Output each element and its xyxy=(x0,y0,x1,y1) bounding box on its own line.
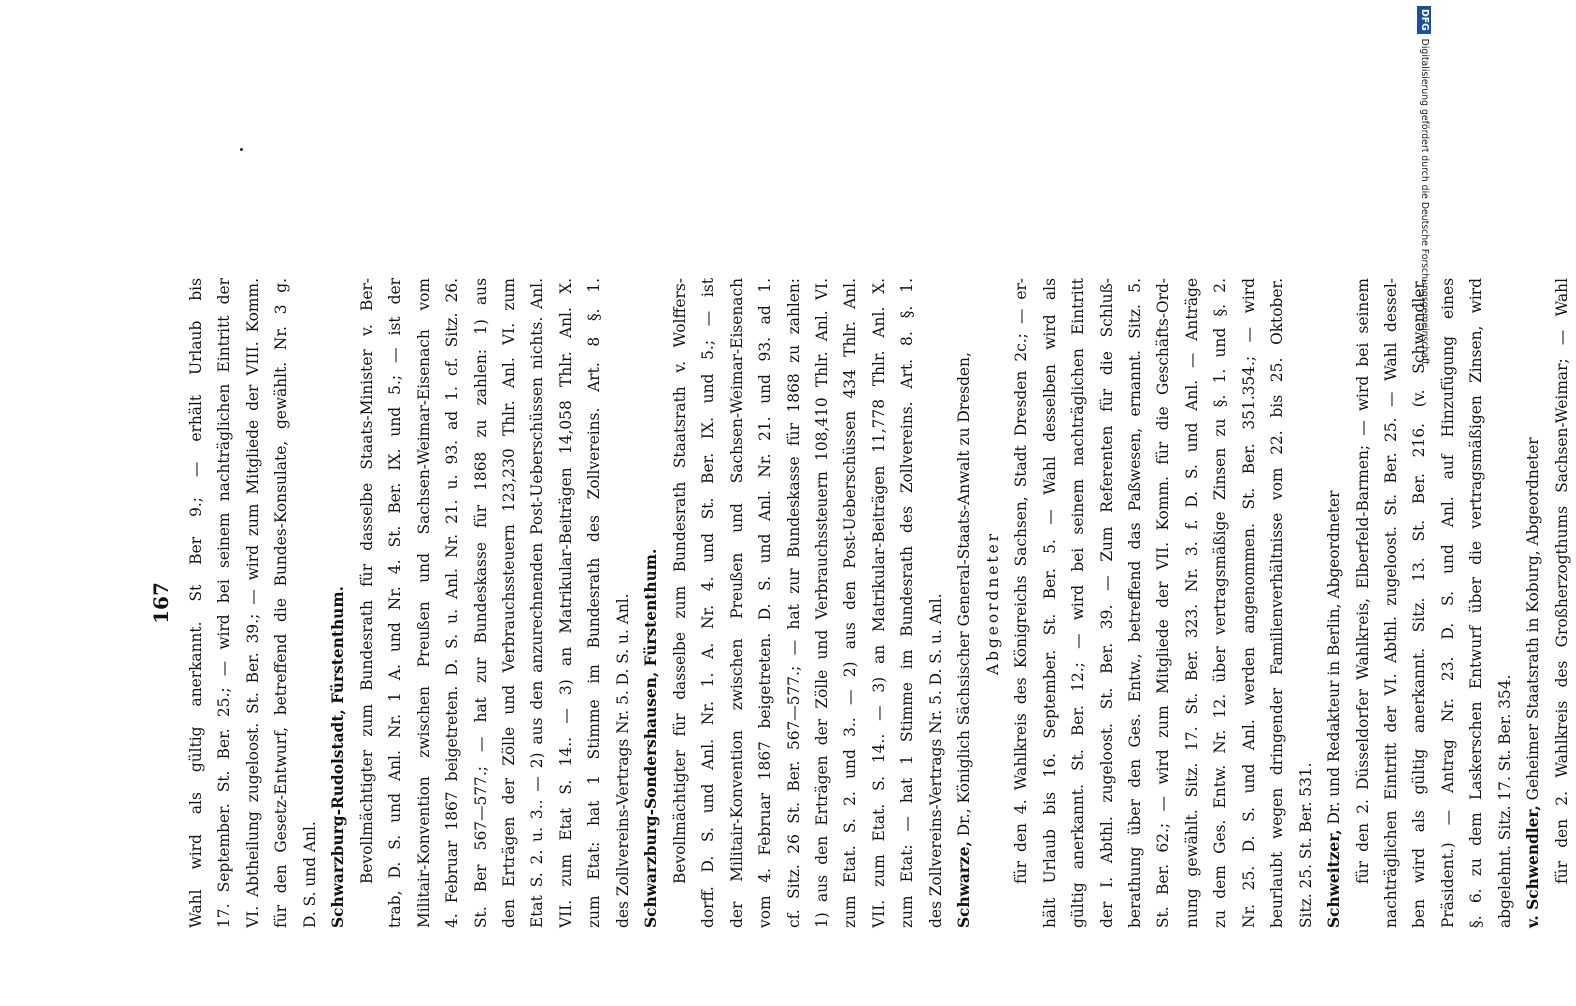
text-line: für den 4. Wahlkreis des Königreichs Sachsen, Stadt Dresden 2c.; — er- xyxy=(1012,278,1031,884)
text-line: Nr. 25. D. S. und Anl. werden angenommen. St. Ber. 351.354.; — wird xyxy=(1239,278,1258,928)
text-line: 1) aus den Erträgen der Zölle und Verbrauchssteuern 108,410 Thlr. Anl. VI. xyxy=(812,278,831,928)
text-line: VII. zum Etat. S. 14.. — 3) an Matrikular-Beiträgen 11,778 Thlr. Anl. X. xyxy=(869,278,888,928)
text-line: §. 6. zu dem Laskerschen Entwurf über die vertragsmäßigen Zinsen, wird xyxy=(1467,278,1486,928)
text-line: der I. Abthl. zugeloost. St. Ber. 39. — Zum Referenten für die Schluß- xyxy=(1097,278,1116,928)
text-line: für den Gesetz-Entwurf, betreffend die Bundes-Konsulate, gewählt. Nr. 3 g. xyxy=(272,278,291,928)
text-line: Präsident.) — Antrag Nr. 23. D. S. und Anl. auf Hinzufügung eines xyxy=(1438,278,1457,928)
entry-name: v. Schwendler, xyxy=(1524,805,1543,928)
text-line: vom 4. Februar 1867 beigetreten. D. S. und Anl. Nr. 21. und 93. ad 1. xyxy=(756,278,775,928)
text-line: nung gewählt. Sitz. 17. St. Ber. 323. Nr. 3. f. D. S. und Anl. — Anträge xyxy=(1182,278,1201,928)
text-line: v. Schwendler, Geheimer Staatsrath in Koburg, Abgeordneter xyxy=(1524,437,1543,928)
text-line: VII. zum Etat S. 14.. — 3) an Matrikular-Beiträgen 14,058 Thlr. Anl. X. xyxy=(556,278,575,928)
text-line: Schwarzburg-Sondershausen, Fürstenthum. xyxy=(642,548,661,928)
text-line: Schweitzer, Dr. und Redakteur in Berlin, Abgeordneter xyxy=(1325,490,1344,928)
text-line: des Zollvereins-Vertrags Nr. 5. D. S. u. Anl. xyxy=(613,593,632,928)
text-line: zu dem Ges. Entw. Nr. 12. über vertragsmäßige Zinsen zu §. 1. und §. 2. xyxy=(1211,278,1230,928)
text-line: trab, D. S. und Anl. Nr. 1 A. und Nr. 4. St. Ber. IX. und 5.; — ist der xyxy=(386,278,405,928)
text-line: den Erträgen der Zölle und Verbrauchssteuern 123,230 Thlr. Anl. VI. zum xyxy=(499,278,518,928)
text-line: VI. Abtheilung zugeloost. St. Ber. 39.; — wird zum Mitgliede der VIII. Komm. xyxy=(243,278,262,928)
text-line: nachträglichen Eintritt der VI. Abthl. zugeloost. St. Ber. 25. — Wahl dessel- xyxy=(1382,278,1401,928)
text-line: Militair-Konvention zwischen Preußen und Sachsen-Weimar-Eisenach vom xyxy=(414,278,433,928)
ink-speck xyxy=(240,148,243,151)
text-line: zum Etat: hat 1 Stimme im Bundesrath des Zollvereins. Art. 8 §. 1. xyxy=(585,278,604,928)
text-line: gültig anerkannt. St. Ber. 12.; — wird bei seinem nachträglichen Eintritt xyxy=(1069,278,1088,928)
text-line: Schwarzburg-Rudolstadt, Fürstenthum. xyxy=(329,586,348,928)
text-line: 17. September. St. Ber. 25.; — wird bei seinem nachträglichen Eintritt der xyxy=(215,278,234,928)
text-line: Schwarze, Dr., Königlich Sächsischer General-Staats-Anwalt zu Dresden, xyxy=(955,352,974,928)
text-line: abgelehnt. Sitz. 17. St. Ber. 354. xyxy=(1495,674,1514,928)
text-line: St. Ber 567—577.; — hat zur Bundeskasse für 1868 zu zahlen: 1) aus xyxy=(471,278,490,928)
dfg-credit-text: Digitalisierung gefördert durch die Deutsche Forschungsgemeinschaft xyxy=(1419,38,1430,365)
text-lines xyxy=(182,278,1576,928)
text-line: Bevollmächtigter für dasselbe zum Bundesrath Staatsrath v. Wolffers- xyxy=(670,278,689,884)
dfg-credit xyxy=(1415,6,1433,1006)
text-line: Wahl wird als gültig anerkannt. St Ber 9.; — erhält Urlaub bis xyxy=(187,278,205,928)
text-line: 4. Februar 1867 beigetreten. D. S. u. Anl. Nr. 21. u. 93. ad 1. cf. Sitz. 26. xyxy=(443,278,462,928)
text-line: hält Urlaub bis 16. September. St. Ber. 5. — Wahl desselben wird als xyxy=(1040,278,1059,928)
entry-name: Schweitzer, xyxy=(1325,829,1344,928)
entry-name: Schwarze, xyxy=(955,841,974,928)
text-line: der Militair-Konvention zwischen Preußen und Sachsen-Weimar-Eisenach xyxy=(727,278,746,928)
text-line: ben wird als gültig anerkannt. Sitz. 13. St. Ber. 216. (v. Schwendler, xyxy=(1410,278,1429,928)
text-line: Bevollmächtigter zum Bundesrath für dasselbe Staats-Minister v. Ber- xyxy=(357,278,376,884)
page-number: 167 xyxy=(149,582,173,624)
text-line: des Zollvereins-Vertrags Nr. 5. D. S. u. Anl. xyxy=(926,593,945,928)
text-line: Sitz. 25. St. Ber. 531. xyxy=(1296,762,1315,928)
text-line: D. S. und Anl. xyxy=(300,821,319,928)
text-line: zum Etat. S. 2. und 3.. — 2) aus den Post-Ueberschüssen 434 Thlr. Anl. xyxy=(841,278,860,928)
text-line: für den 2. Düsseldorfer Wahlkreis, Elberfeld-Barmen; — wird bei seinem xyxy=(1353,278,1372,884)
text-line: Etat S. 2. u. 3.. — 2) aus den anzurechnenden Post-Ueberschüssen nichts. Anl. xyxy=(528,278,547,928)
text-line: berathung über den Ges. Entw., betreffend das Paßwesen, ernannt. Sitz. 5. xyxy=(1125,278,1144,928)
text-line: beurlaubt wegen dringender Familienverhältnisse vom 22. bis 25. Oktober. xyxy=(1268,278,1287,928)
text-line: St. Ber. 62.; — wird zum Mitgliede der VII. Komm. für die Geschäfts-Ord- xyxy=(1154,278,1173,928)
text-line: Abgeordneter xyxy=(983,530,1002,676)
dfg-logo: DFG xyxy=(1417,6,1431,34)
text-line: cf. Sitz. 26 St. Ber. 567—577.; — hat zur Bundeskasse für 1868 zu zahlen: xyxy=(784,278,803,928)
text-line: für den 2. Wahlkreis des Großherzogthums Sachsen-Weimar; — Wahl xyxy=(1552,278,1571,884)
text-line: zum Etat: — hat 1 Stimme im Bundesrath des Zollvereins. Art. 8. §. 1. xyxy=(898,278,917,928)
text-line: dorff. D. S. und Anl. Nr. 1. A. Nr. 4. und St. Ber. IX. und 5.; — ist xyxy=(699,278,718,928)
rotated-text-block xyxy=(148,278,1571,928)
